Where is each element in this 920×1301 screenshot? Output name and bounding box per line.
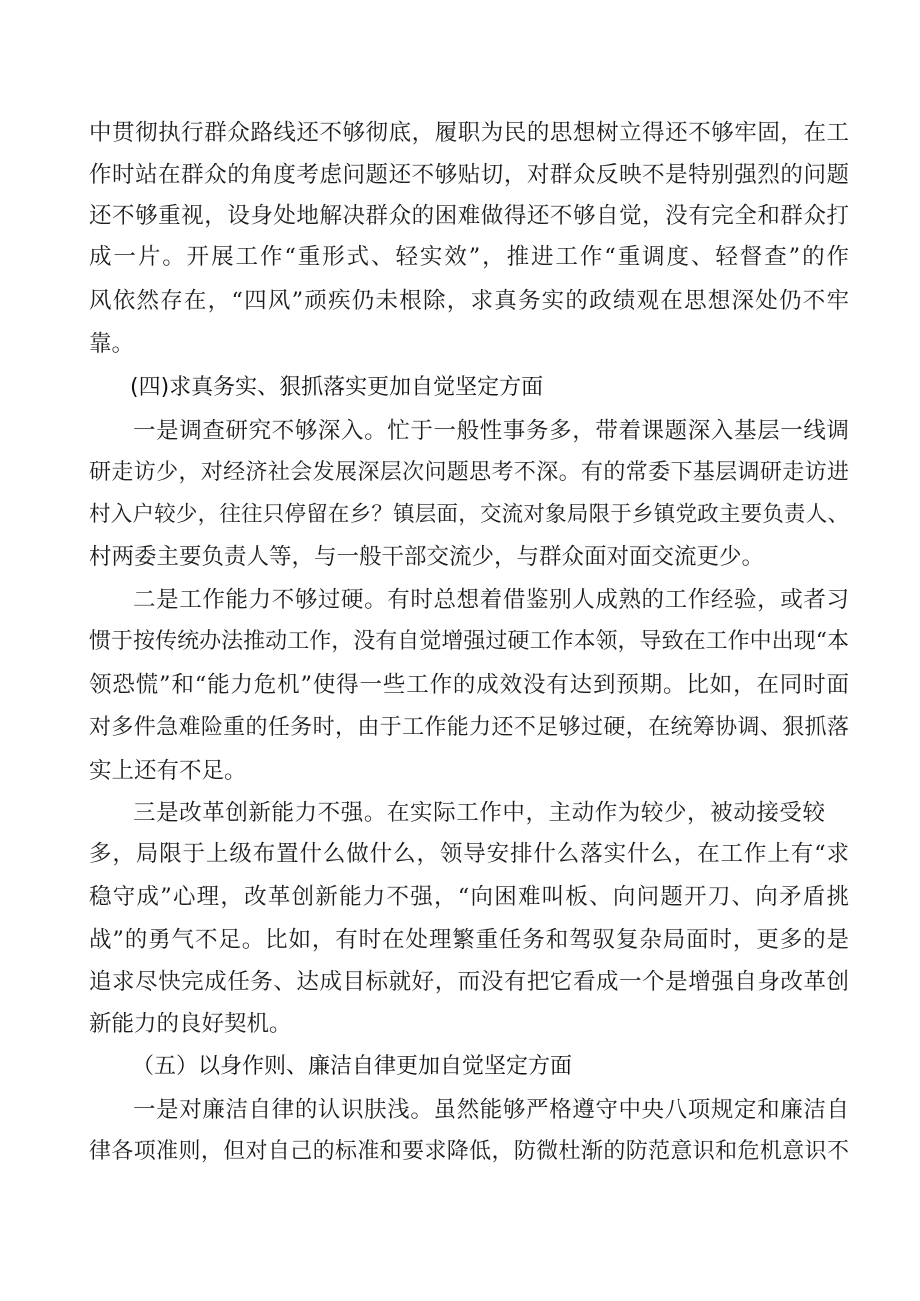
paragraph-1-line-3: 还不够重视，设身处地解决群众的困难做得还不够自觉，没有完全和群众打 [89,203,849,229]
paragraph-4-line-3: 稳守成”心理，改革创新能力不强，“向困难叫板、向问题开刀、向矛盾挑 [89,884,849,910]
paragraph-4-line-5: 追求尽快完成任务、达成目标就好，而没有把它看成一个是增强自身改革创 [89,969,849,995]
paragraph-1-line-2: 作时站在群众的角度考虑问题还不够贴切，对群众反映不是特别强烈的问题 [89,162,849,188]
section-heading-5: （五）以身作则、廉洁自律更加自觉坚定方面 [132,1054,573,1079]
paragraph-2-line-4: 村两委主要负责人等，与一般干部交流少，与群众面对面交流更少。 [89,544,765,570]
paragraph-3-line-2: 惯于按传统办法推动工作，没有自觉增强过硬工作本领，导致在工作中出现“本 [89,629,849,654]
paragraph-1-line-6: 靠。 [89,331,135,357]
paragraph-2-line-2: 研走访少，对经济社会发展深层次问题思考不深。有的常委下基层调研走访进 [89,460,849,485]
paragraph-3-line-3: 领恐慌”和“能力危机”使得一些工作的成效没有达到预期。比如，在同时面 [89,672,849,698]
paragraph-1-line-1: 中贯彻执行群众路线还不够彻底，履职为民的思想树立得还不够牢固，在工 [89,120,849,146]
paragraph-3-line-5: 实上还有不足。 [89,758,247,784]
paragraph-2-line-1: 一是调查研究不够深入。忙于一般性事务多，带着课题深入基层一线调 [133,418,849,444]
paragraph-1-line-4: 成一片。开展工作“重形式、轻实效”，推进工作“重调度、轻督查”的作 [89,244,849,270]
paragraph-5-line-2: 律各项准则，但对自己的标准和要求降低，防微杜渐的防范意识和危机意识不 [89,1139,849,1164]
paragraph-2-line-3: 村入户较少，往往只停留在乡？镇层面，交流对象局限于乡镇党政主要负责人、 [89,502,849,527]
paragraph-4-line-1: 三是改革创新能力不强。在实际工作中，主动作为较少，被动接受较 [133,800,825,826]
paragraph-1-line-5: 风依然存在，“四风”顽疾仍未根除，求真务实的政绩观在思想深处仍不牢 [89,288,849,314]
paragraph-4-line-2: 多，局限于上级布置什么做什么，领导安排什么落实什么，在工作上有“求 [89,841,849,867]
paragraph-3-line-4: 对多件急难险重的任务时，由于工作能力还不足够过硬，在统筹协调、狠抓落 [89,715,849,740]
section-heading-4: (四)求真务实、狠抓落实更加自觉坚定方面 [130,375,544,400]
paragraph-5-line-1: 一是对廉洁自律的认识肤浅。虽然能够严格遵守中央八项规定和廉洁自 [133,1097,849,1123]
paragraph-4-line-4: 战”的勇气不足。比如，有时在处理繁重任务和驾驭复杂局面时，更多的是 [89,927,849,953]
paragraph-3-line-1: 二是工作能力不够过硬。有时总想着借鉴别人成熟的工作经验，或者习 [133,587,849,613]
paragraph-4-line-6: 新能力的良好契机。 [89,1011,292,1037]
